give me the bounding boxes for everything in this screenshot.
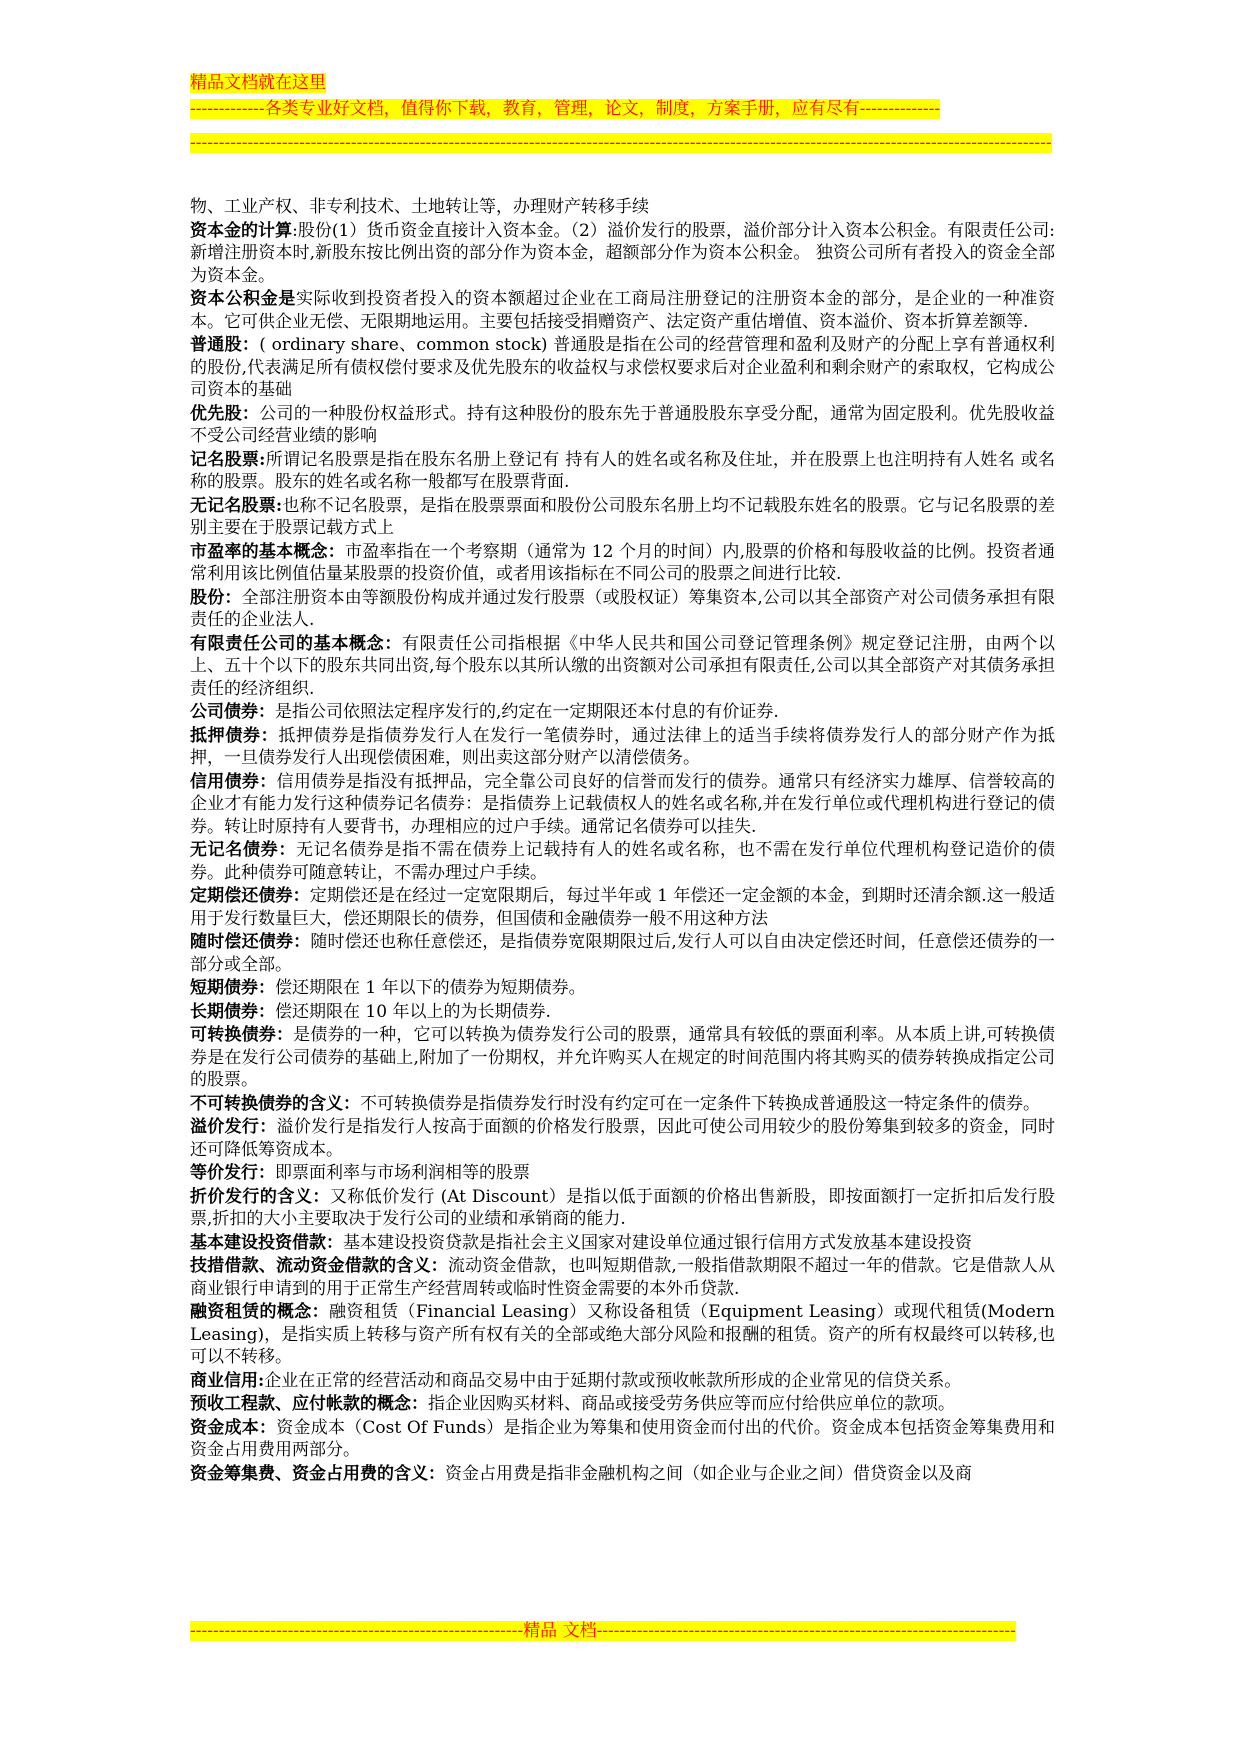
paragraph-text: 是债券的一种，它可以转换为债券发行公司的股票，通常具有较低的票面利率。从本质上讲,可转换债券是在发行公司债券的基础上,附加了一份期权，并允许购买人在规定的时间范围内将其购买的债券转换成指定公司的股票。 xyxy=(190,1025,1056,1090)
document-body xyxy=(190,196,1055,1486)
paragraph-term: 技措借款、流动资金借款的含义： xyxy=(190,1256,448,1276)
paragraph xyxy=(190,701,1055,724)
paragraph-text: 无记名债券是指不需在债券上记载持有人的姓名或名称，也不需在发行单位代理机构登记造价的债券。此种债券可随意转让，不需办理过户手续。 xyxy=(190,840,1055,883)
header-rule: ------------------------------------------------------------------------------------------------------------------------------------------------------ xyxy=(190,133,1052,153)
paragraph-term: 折价发行的含义： xyxy=(190,1186,330,1207)
paragraph-text: 实际收到投资者投入的资本额超过企业在工商局注册登记的注册资本金的部分，是企业的一种准资本。它可供企业无偿、无限期地运用。主要包括接受捐赠资产、法定资产重估增值、资本溢价、资本折算差额等. xyxy=(190,289,1055,332)
paragraph-text: 不可转换债券是指债券发行时没有约定可在一定条件下转换成普通股这一特定条件的债券。 xyxy=(360,1093,1040,1114)
header-title: 精品文档就在这里 xyxy=(190,73,326,93)
paragraph-term: 短期债券： xyxy=(190,978,275,998)
paragraph-term: 信用债券： xyxy=(190,771,277,792)
paragraph xyxy=(190,495,1055,540)
paragraph-term: 基本建设投资借款： xyxy=(190,1232,343,1253)
paragraph-text: 融资租赁（Financial Leasing）又称设备租赁（Equipment Leasing）或现代租赁(Modern Leasing)，是指实质上转移与资产所有权有关的全部或绝大部分风险和报酬的租赁。资产的所有权最终可以转移,也可以不转移。 xyxy=(190,1302,1055,1367)
paragraph-text: 指企业因购买材料、商品或接受劳务供应等而应付给供应单位的款项。 xyxy=(428,1394,955,1414)
paragraph-term: 资金成本： xyxy=(190,1417,277,1438)
paragraph xyxy=(190,1024,1055,1092)
paragraph xyxy=(190,1301,1055,1369)
paragraph-text: 即票面利率与市场利润相等的股票 xyxy=(275,1163,530,1183)
paragraph-term: 随时偿还债券： xyxy=(190,932,311,952)
paragraph xyxy=(190,931,1055,976)
header-title-line xyxy=(190,72,1060,94)
header-slogan: -------------各类专业好文档，值得你下载，教育，管理，论文，制度，方案手册，应有尽有-------------- xyxy=(190,99,941,119)
paragraph-term: 不可转换债券的含义： xyxy=(190,1093,360,1114)
document-footer xyxy=(190,1620,1060,1642)
paragraph-text: 也称不记名股票，是指在股票票面和股份公司股东名册上均不记载股东姓名的股票。它与记名股票的差别主要在于股票记载方式上 xyxy=(190,495,1056,538)
paragraph xyxy=(190,1093,1055,1116)
paragraph-term: 定期偿还债券： xyxy=(190,886,310,906)
paragraph-text: 流动资金借款，也叫短期借款,一般指借款期限不超过一年的借款。它是借款人从商业银行申请到的用于正常生产经营周转或临时性资金需要的本外币贷款. xyxy=(190,1256,1056,1299)
paragraph-text: 公司的一种股份权益形式。持有这种股份的股东先于普通股股东享受分配，通常为固定股利。优先股收益不受公司经营业绩的影响 xyxy=(190,403,1056,446)
paragraph-term: 抵押债券： xyxy=(190,725,279,746)
paragraph xyxy=(190,220,1055,288)
paragraph xyxy=(190,196,1055,219)
paragraph xyxy=(190,633,1055,701)
paragraph-term: 优先股： xyxy=(190,403,260,424)
paragraph xyxy=(190,541,1055,586)
paragraph-term: 无记名债券： xyxy=(190,840,296,860)
paragraph-term: 等价发行： xyxy=(190,1163,275,1183)
paragraph-text: 物、工业产权、非专利技术、土地转让等，办理财产转移手续 xyxy=(190,197,649,217)
paragraph-term: 有限责任公司的基本概念： xyxy=(190,633,402,654)
paragraph-text: 有限责任公司指根据《中华人民共和国公司登记管理条例》规定登记注册，由两个以上、五十个以下的股东共同出资,每个股东以其所认缴的出资额对公司承担有限责任,公司以其全部资产对其债务承担责任的经济组织. xyxy=(190,633,1055,699)
paragraph xyxy=(190,725,1055,770)
paragraph-text: 所谓记名股票是指在股东名册上登记有 持有人的姓名或名称及住址，并在股票上也注明持有人姓名 或名称的股票。股东的姓名或名称一般都写在股票背面. xyxy=(190,449,1055,492)
header-slogan-line xyxy=(190,98,1060,120)
paragraph-term: 公司债券： xyxy=(190,702,275,722)
paragraph-text: 偿还期限在 1 年以下的债券为短期债券。 xyxy=(275,978,586,998)
paragraph xyxy=(190,1186,1055,1231)
paragraph xyxy=(190,1116,1055,1161)
paragraph-term: 融资租赁的概念： xyxy=(190,1302,329,1322)
paragraph xyxy=(190,1232,1055,1255)
paragraph-text: ( ordinary share、common stock) 普通股是指在公司的经营管理和盈利及财产的分配上享有普通权利的股份,代表满足所有债权偿付要求及优先股东的收益权与求偿权要求后对企业盈利和剩余财产的索取权，它构成公司资本的基础 xyxy=(190,335,1055,400)
paragraph xyxy=(190,1393,1055,1416)
paragraph-text: 市盈率指在一个考察期（通常为 12 个月的时间）内,股票的价格和每股收益的比例。投资者通常利用该比例值估量某股票的投资价值，或者用该指标在不同公司的股票之间进行比较. xyxy=(190,541,1056,584)
paragraph-text: 企业在正常的经营活动和商品交易中由于延期付款或预收帐款所形成的企业常见的信贷关系。 xyxy=(264,1370,962,1391)
paragraph-term: 股份： xyxy=(190,587,242,608)
paragraph-text: 随时偿还也称任意偿还，是指债券宽限期限过后,发行人可以自由决定偿还时间，任意偿还债券的一部分或全部。 xyxy=(190,932,1055,975)
paragraph-text: 偿还期限在 10 年以上的为长期债券. xyxy=(275,1001,551,1022)
paragraph-text: 基本建设投资贷款是指社会主义国家对建设单位通过银行信用方式发放基本建设投资 xyxy=(343,1232,972,1253)
footer-banner: ----------------------------------------------------------精品 文档------------------------------------------------------------------------- xyxy=(190,1621,1016,1641)
paragraph xyxy=(190,288,1055,333)
paragraph xyxy=(190,334,1055,402)
paragraph-term: 预收工程款、应付帐款的概念： xyxy=(190,1394,428,1414)
paragraph xyxy=(190,449,1055,494)
paragraph-text: 溢价发行是指发行人按高于面额的价格发行股票，因此可使公司用较少的股份筹集到较多的资金，同时还可降低筹资成本。 xyxy=(190,1117,1055,1160)
paragraph-term: 长期债券： xyxy=(190,1001,275,1022)
paragraph xyxy=(190,1255,1055,1300)
paragraph-text: 资金占用费是指非金融机构之间（如企业与企业之间）借贷资金以及商 xyxy=(445,1463,972,1484)
paragraph-text: 定期偿还是在经过一定宽限期后，每过半年或 1 年偿还一定金额的本金，到期时还清余额.这一般适用于发行数量巨大，偿还期限长的债券，但国债和金融债券一般不用这种方法 xyxy=(190,886,1055,929)
paragraph-term: 商业信用: xyxy=(190,1370,265,1391)
paragraph xyxy=(190,1370,1055,1393)
paragraph-term: 资本金的计算 xyxy=(190,220,293,241)
paragraph-text: 抵押债券是指债券发行人在发行一笔债券时，通过法律上的适当手续将债券发行人的部分财产作为抵押，一旦债券发行人出现偿债困难，则出卖这部分财产以清偿债务。 xyxy=(190,725,1056,768)
paragraph xyxy=(190,839,1055,884)
paragraph xyxy=(190,771,1055,839)
paragraph-text: 资金成本（Cost Of Funds）是指企业为筹集和使用资金而付出的代价。资金成本包括资金筹集费用和资金占用费用两部分。 xyxy=(190,1417,1056,1460)
paragraph xyxy=(190,1463,1055,1486)
paragraph-term: 市盈率的基本概念： xyxy=(190,541,346,562)
paragraph-text: 信用债券是指没有抵押品，完全靠公司良好的信誉而发行的债券。通常只有经济实力雄厚、信誉较高的企业才有能力发行这种债券记名债券：是指债券上记载债权人的姓名或名称,并在发行单位或代理机构进行登记的债券。转让时原持有人要背书，办理相应的过户手续。通常记名债券可以挂失. xyxy=(190,771,1055,837)
paragraph xyxy=(190,885,1055,930)
paragraph-term: 无记名股票: xyxy=(190,495,283,516)
paragraph-term: 资金筹集费、资金占用费的含义： xyxy=(190,1463,445,1484)
paragraph-term: 记名股票: xyxy=(190,449,266,470)
paragraph xyxy=(190,1001,1055,1024)
paragraph xyxy=(190,1162,1055,1185)
paragraph xyxy=(190,403,1055,448)
paragraph-text: 又称低价发行 (At Discount）是指以低于面额的价格出售新股，即按面额打一定折扣后发行股票,折扣的大小主要取决于发行公司的业绩和承销商的能力. xyxy=(190,1186,1056,1229)
header-rule-line xyxy=(190,132,1060,154)
paragraph xyxy=(190,587,1055,632)
document-header xyxy=(190,72,1060,154)
paragraph xyxy=(190,1417,1055,1462)
paragraph-text: 全部注册资本由等额股份构成并通过发行股票（或股权证）筹集资本,公司以其全部资产对公司债务承担有限责任的企业法人. xyxy=(190,587,1055,630)
paragraph-term: 可转换债券： xyxy=(190,1025,294,1045)
paragraph-text: :股份(1）货币资金直接计入资本金。（2）溢价发行的股票，溢价部分计入资本公积金。有限责任公司:新增注册资本时,新股东按比例出资的部分作为资本金，超额部分作为资本公积金。 独资公司所有者投入的资金全部为资本金。 xyxy=(190,220,1056,286)
paragraph-text: 是指公司依照法定程序发行的,约定在一定期限还本付息的有价证券. xyxy=(275,702,779,722)
paragraph-term: 普通股： xyxy=(190,335,260,355)
paragraph xyxy=(190,977,1055,1000)
paragraph-term: 溢价发行： xyxy=(190,1117,277,1137)
paragraph-term: 资本公积金是 xyxy=(190,289,296,309)
